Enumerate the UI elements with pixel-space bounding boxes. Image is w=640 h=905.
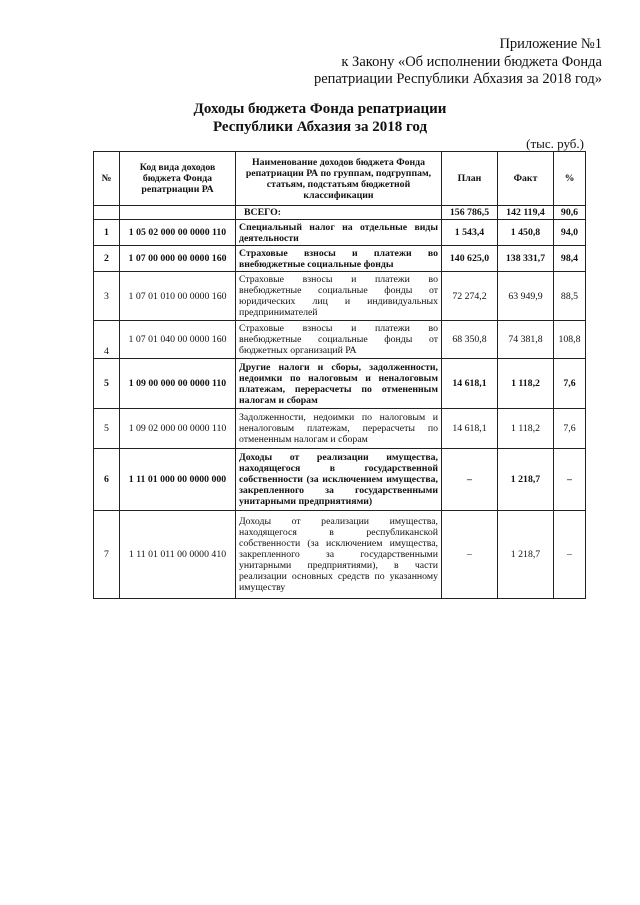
row-pct: – [554,449,586,511]
row-plan: 1 543,4 [442,220,498,246]
row-name: Страховые взносы и платежи во внебюджетные социальные фонды от бюджетных организаций РА [236,321,442,359]
row-plan: 72 274,2 [442,272,498,321]
row-plan: 68 350,8 [442,321,498,359]
header-plan: План [442,152,498,206]
row-pct: 108,8 [554,321,586,359]
header-fact: Факт [498,152,554,206]
row-pct: 88,5 [554,272,586,321]
row-num: 1 [94,220,120,246]
table-row [94,449,586,511]
row-code: 1 09 02 000 00 0000 110 [120,409,236,449]
row-pct: 7,6 [554,359,586,409]
table-row [94,409,586,449]
row-plan: 14 618,1 [442,409,498,449]
row-name: Страховые взносы и платежи во внебюджетные социальные фонды [236,246,442,272]
row-num: 5 [94,409,120,449]
table-row [94,246,586,272]
row-num: 7 [94,511,120,599]
row-fact: 1 218,7 [498,449,554,511]
row-fact: 74 381,8 [498,321,554,359]
row-fact: 1 450,8 [498,220,554,246]
row-fact: 1 218,7 [498,511,554,599]
row-name: Страховые взносы и платежи во внебюджетные социальные фонды от юридических лиц и индивидуальных предпринимателей [236,272,442,321]
row-plan: 14 618,1 [442,359,498,409]
title-line-1: Доходы бюджета Фонда репатриации [193,101,447,117]
table-row [94,321,586,359]
table-row [94,272,586,321]
header-pct: % [554,152,586,206]
row-plan: 140 625,0 [442,246,498,272]
row-fact: 138 331,7 [498,246,554,272]
row-num: 5 [94,359,120,409]
row-name: Доходы от реализации имущества, находящегося в государственной собственности (за исключением имущества, закрепленного за государственными унитарными предприятиями) [236,449,442,511]
row-name: Задолженности, недоимки по налоговым и неналоговым платежам, перерасчеты по отмененным налогам и сборам [236,409,442,449]
row-code: 1 07 01 010 00 0000 160 [120,272,236,321]
total-plan: 156 786,5 [442,206,498,220]
appendix-law-line-2: репатриации Республики Абхазия за 2018 год» [313,71,602,87]
row-num: 2 [94,246,120,272]
appendix-header [222,36,602,89]
row-fact: 1 118,2 [498,409,554,449]
row-code: 1 09 00 000 00 0000 110 [120,359,236,409]
appendix-number: Приложение №1 [499,36,602,52]
row-code: 1 11 01 000 00 0000 000 [120,449,236,511]
row-pct: 94,0 [554,220,586,246]
total-label: ВСЕГО: [236,206,442,220]
total-row [94,206,586,220]
row-num: 4 [94,321,120,359]
document-title [0,100,640,136]
table-row [94,220,586,246]
row-name: Другие налоги и сборы, задолженности, недоимки по налоговым и неналоговым платежам, перерасчеты по отмененным налогам и сборам [236,359,442,409]
header-num: № [94,152,120,206]
row-plan: – [442,511,498,599]
total-pct: 90,6 [554,206,586,220]
row-name: Специальный налог на отдельные виды деятельности [236,220,442,246]
row-code: 1 07 00 000 00 0000 160 [120,246,236,272]
table-row [94,359,586,409]
row-plan: – [442,449,498,511]
table-row [94,511,586,599]
row-pct: – [554,511,586,599]
revenue-table [93,151,586,599]
header-name: Наименование доходов бюджета Фонда репатриации РА по группам, подгруппам, статьям, подстатьям бюджетной классификации [236,152,442,206]
row-num: 6 [94,449,120,511]
row-code: 1 05 02 000 00 0000 110 [120,220,236,246]
total-num-cell [94,206,120,220]
row-code: 1 11 01 011 00 0000 410 [120,511,236,599]
row-name: Доходы от реализации имущества, находящегося в республиканской собственности (за исключением имущества, закрепленного за государственными унитарными предприятиями), в части реализации основных средств по указанному имуществу [236,511,442,599]
total-fact: 142 119,4 [498,206,554,220]
total-code-cell [120,206,236,220]
units-label: (тыс. руб.) [526,136,584,151]
appendix-law-line: к Закону «Об исполнении бюджета Фонда [341,53,602,70]
row-pct: 98,4 [554,246,586,272]
row-fact: 63 949,9 [498,272,554,321]
header-code: Код вида доходов бюджета Фонда репатриации РА [120,152,236,206]
row-pct: 7,6 [554,409,586,449]
title-line-2: Республики Абхазия за 2018 год [212,119,428,135]
row-num: 3 [94,272,120,321]
row-fact: 1 118,2 [498,359,554,409]
table-header-row [94,152,586,206]
row-code: 1 07 01 040 00 0000 160 [120,321,236,359]
